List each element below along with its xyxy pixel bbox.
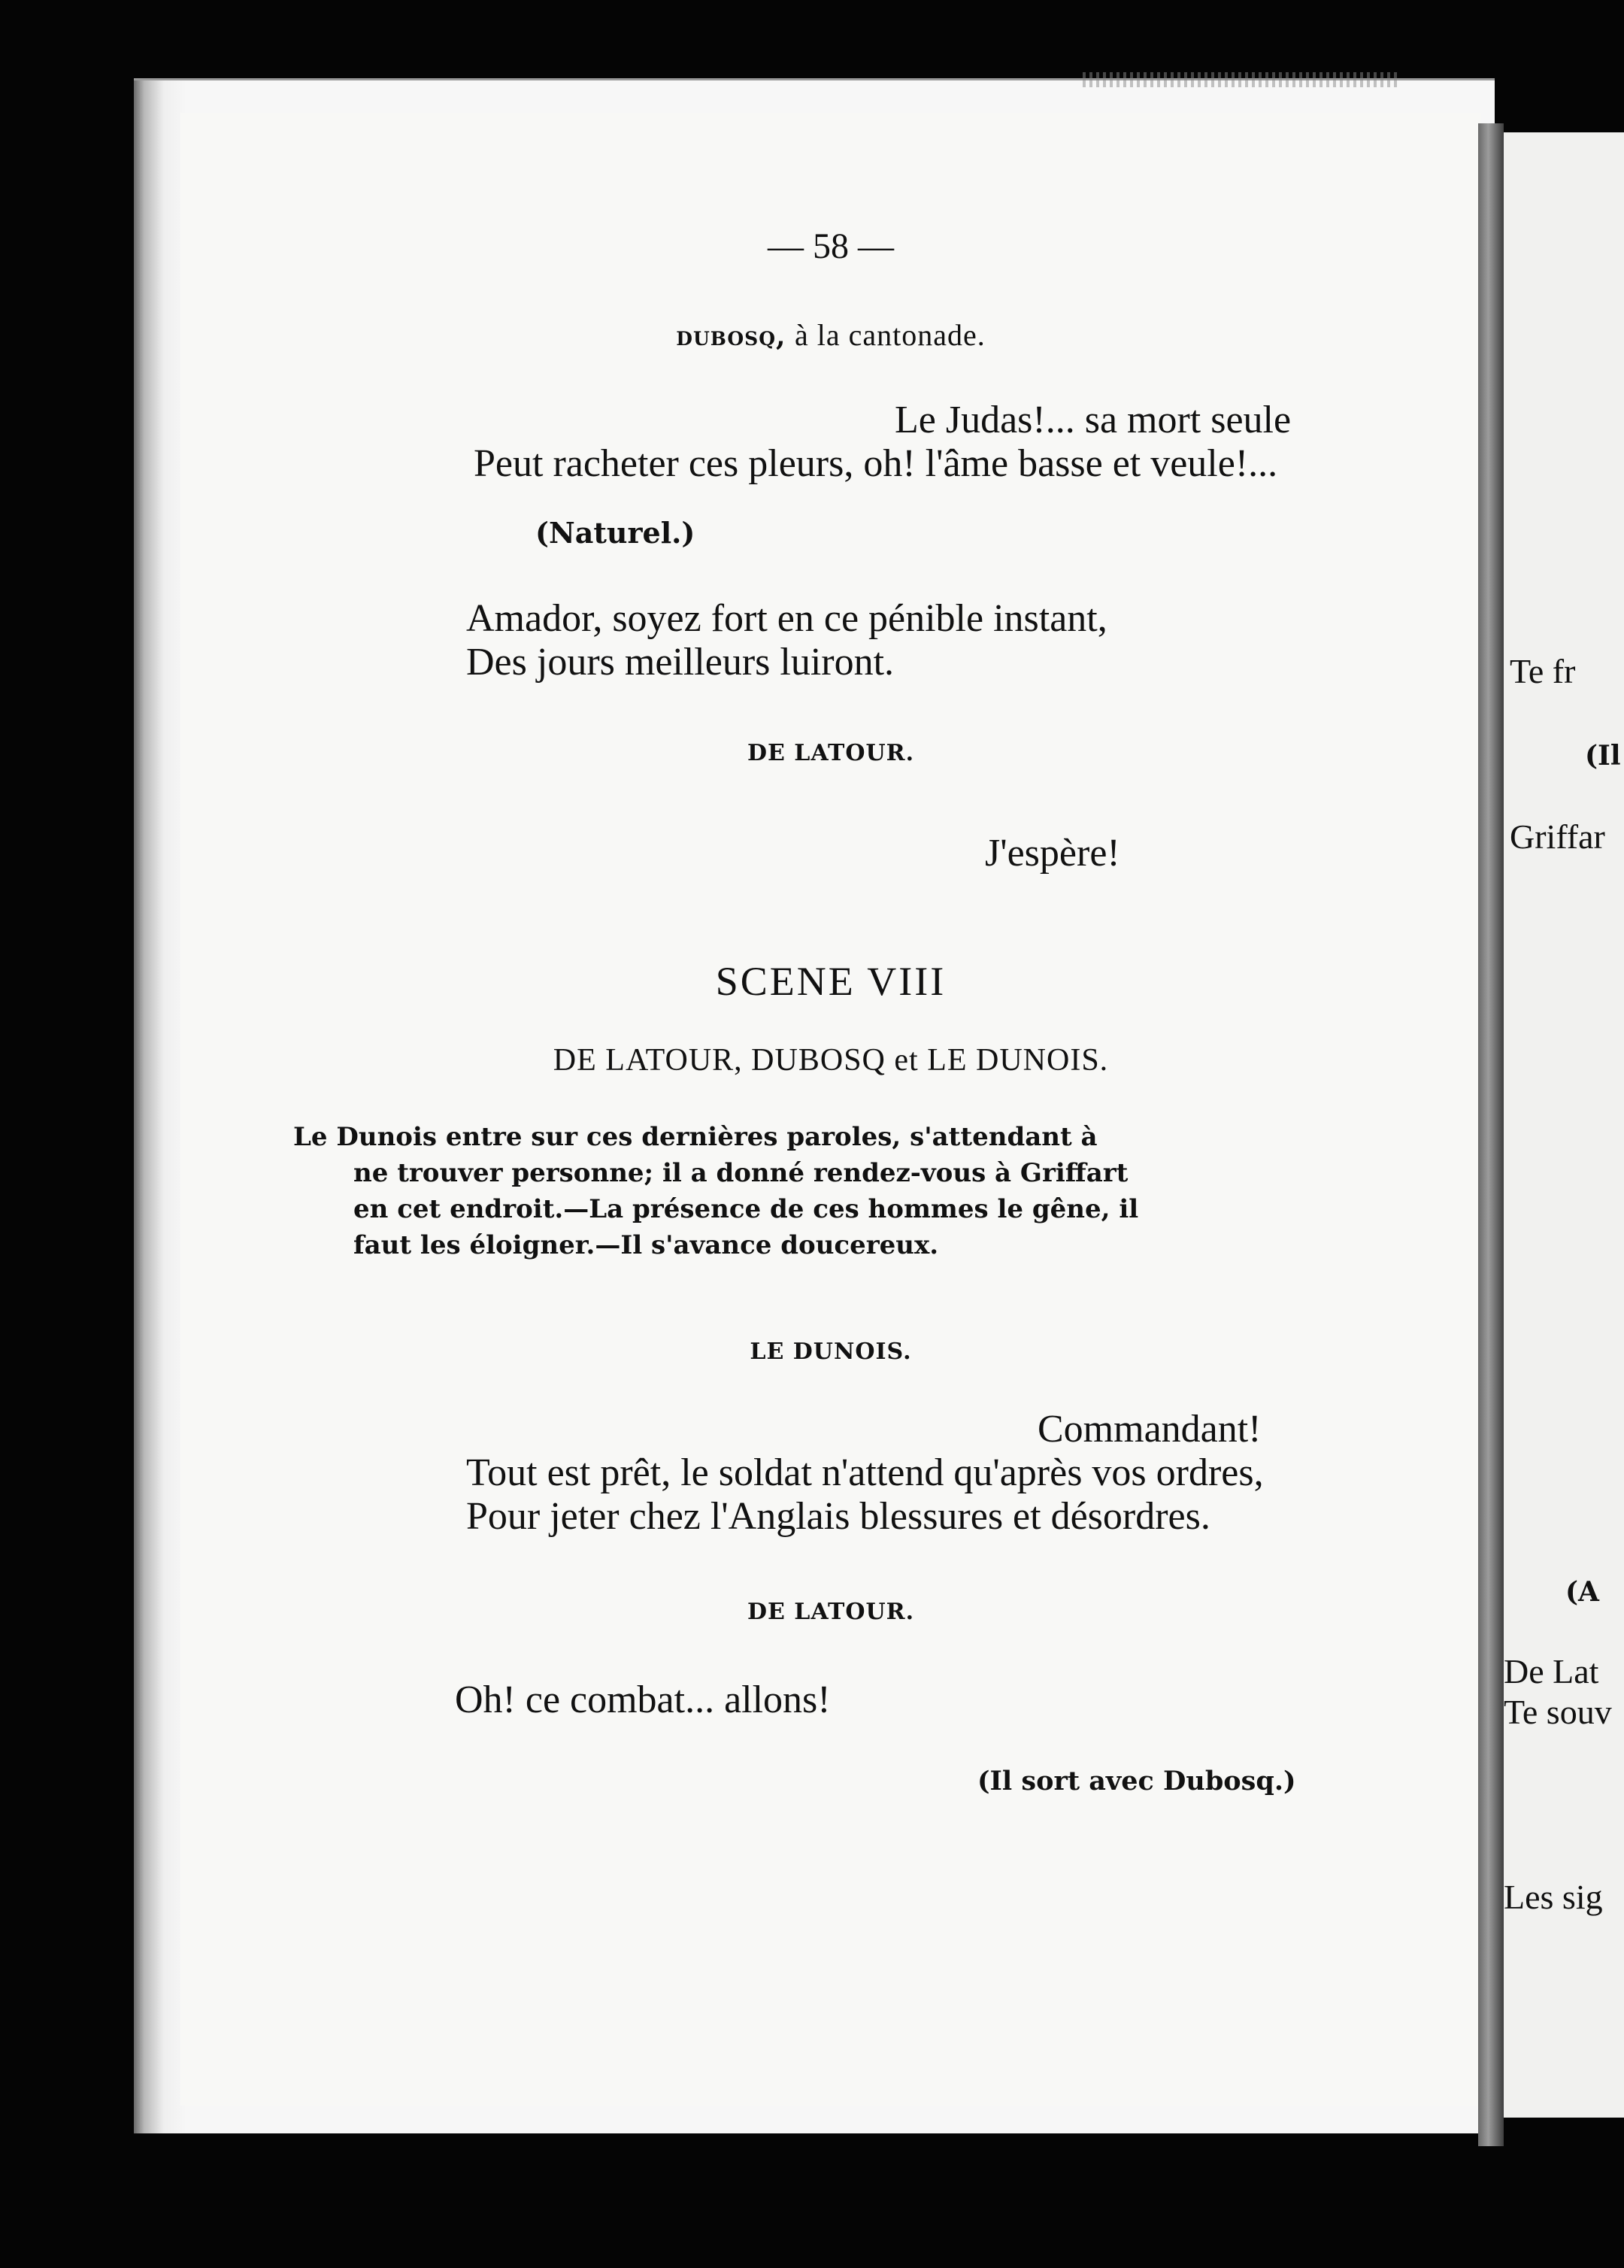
- verse-line: Commandant!: [1038, 1408, 1262, 1451]
- speaker-dubosq-cue: [180, 317, 1481, 353]
- book-gutter: [1478, 123, 1504, 2146]
- verse-line: Pour jeter chez l'Anglais blessures et désordres.: [466, 1495, 1210, 1538]
- verse-line: Amador, soyez fort en ce pénible instant,: [466, 597, 1107, 640]
- verse-line: Oh! ce combat... allons!: [455, 1678, 831, 1721]
- fragment-text: Les sig: [1504, 1878, 1603, 1916]
- stage-direction: (Naturel.): [535, 516, 695, 550]
- direction-line: Le Dunois entre sur ces dernières paroles, s'attendant à: [293, 1122, 1098, 1152]
- fragment-text: Te souv: [1504, 1693, 1612, 1731]
- adjacent-page-fragment: [1504, 132, 1624, 2118]
- scene-title: [180, 958, 1481, 1005]
- verse-line: Le Judas!... sa mort seule: [895, 399, 1292, 441]
- speaker-de-latour: DE LATOUR.: [747, 1599, 915, 1625]
- scene-title-text: SCENE VIII: [715, 959, 947, 1004]
- page-number: — 58 —: [768, 226, 894, 266]
- verse-line: Tout est prêt, le soldat n'attend qu'après vos ordres,: [466, 1451, 1264, 1494]
- fragment-text: (A: [1565, 1576, 1599, 1608]
- stage-note: à la cantonade.: [794, 318, 986, 352]
- scan-artifact: [1083, 72, 1398, 87]
- verse-line: J'espère!: [985, 832, 1120, 875]
- direction-line: faut les éloigner.—Il s'avance doucereux.: [353, 1230, 939, 1260]
- direction-line: ne trouver personne; il a donné rendez-vous à Griffart: [353, 1158, 1129, 1188]
- verse-line: Des jours meilleurs luiront.: [466, 641, 895, 684]
- direction-line: en cet endroit.—La présence de ces hommes le gêne, il: [353, 1194, 1139, 1224]
- stage-direction: (Il sort avec Dubosq.): [977, 1766, 1296, 1797]
- speaker-le-dunois: LE DUNOIS.: [750, 1339, 912, 1365]
- scene-characters: DE LATOUR, DUBOSQ et LE DUNOIS.: [553, 1043, 1109, 1078]
- fragment-text: De Lat: [1504, 1652, 1599, 1690]
- fragment-text: (Il: [1585, 740, 1621, 772]
- speaker-name: dubosq,: [676, 320, 786, 352]
- stage-direction-block: [293, 1119, 1308, 1263]
- speaker-de-latour: DE LATOUR.: [747, 740, 915, 766]
- fragment-text: Griffar: [1510, 817, 1605, 856]
- book-page-58: [180, 113, 1481, 2106]
- verse-line: Peut racheter ces pleurs, oh! l'âme basse et veule!...: [474, 442, 1278, 485]
- fragment-text: Te fr: [1510, 652, 1576, 690]
